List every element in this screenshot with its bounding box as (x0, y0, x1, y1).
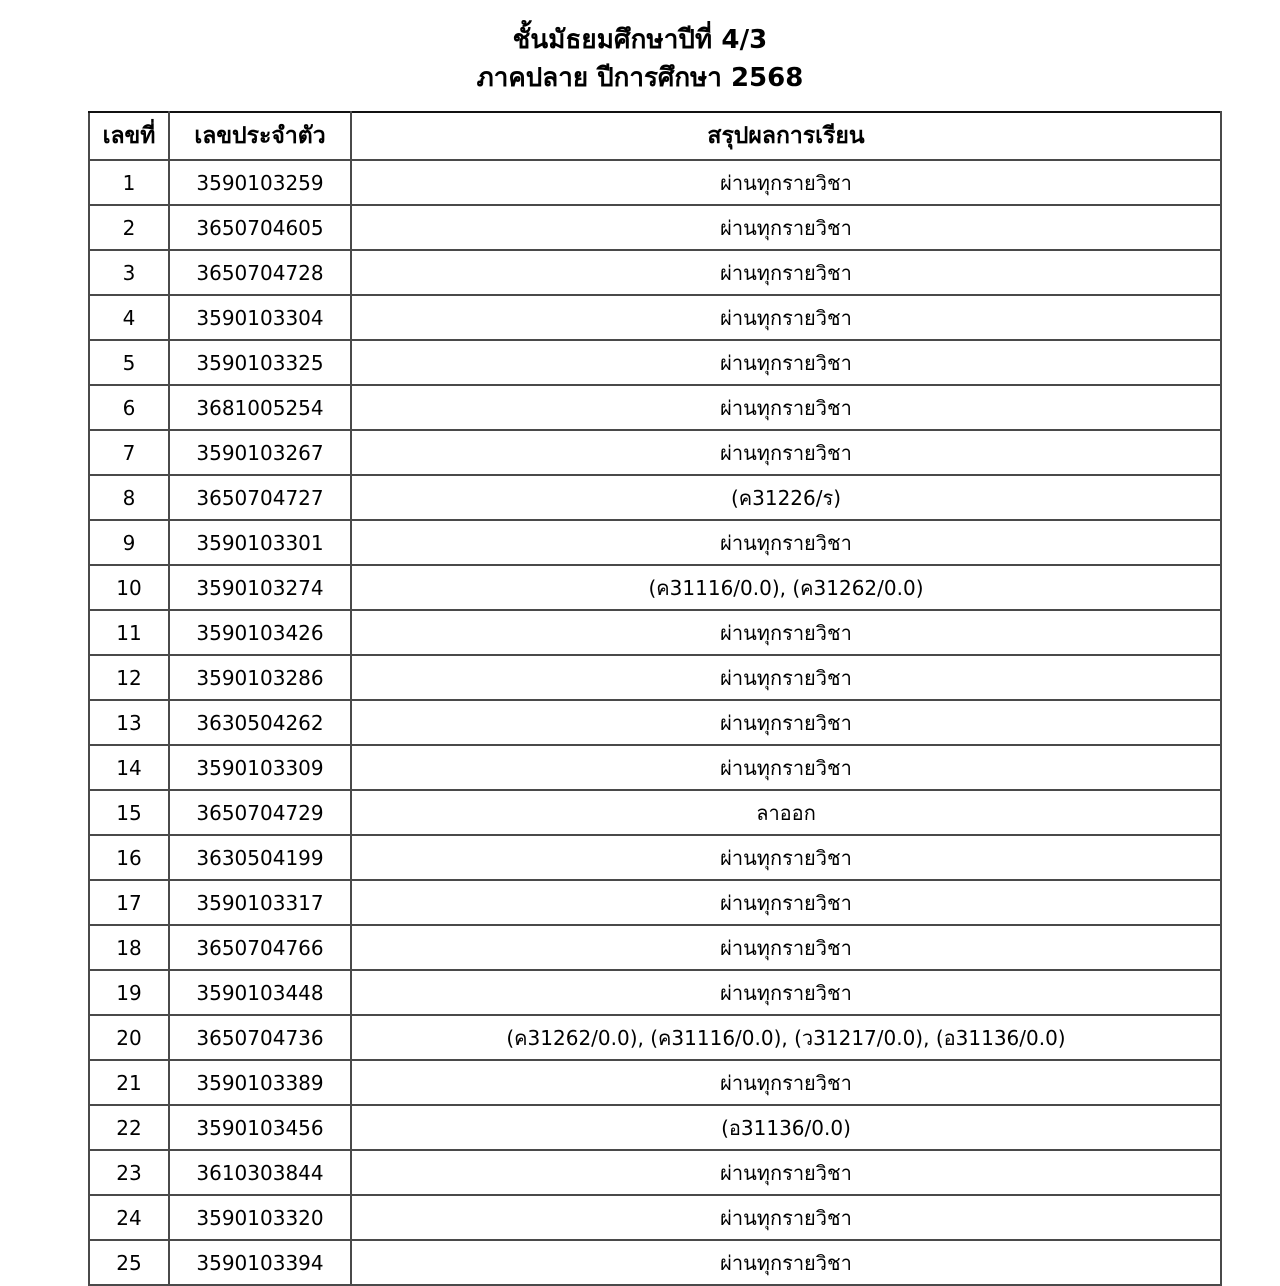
cell-no: 11 (89, 610, 169, 655)
results-table (88, 111, 1222, 1286)
document-title-block (0, 0, 1280, 97)
cell-result: ผ่านทุกรายวิชา (351, 430, 1221, 475)
cell-result: ลาออก (351, 790, 1221, 835)
cell-no: 1 (89, 160, 169, 205)
cell-no: 13 (89, 700, 169, 745)
cell-result: ผ่านทุกรายวิชา (351, 160, 1221, 205)
cell-student-id: 3590103274 (169, 565, 351, 610)
cell-student-id: 3590103267 (169, 430, 351, 475)
cell-student-id: 3590103304 (169, 295, 351, 340)
cell-student-id: 3650704605 (169, 205, 351, 250)
table-row (89, 1105, 1221, 1150)
table-row (89, 205, 1221, 250)
cell-result: ผ่านทุกรายวิชา (351, 295, 1221, 340)
cell-result: ผ่านทุกรายวิชา (351, 520, 1221, 565)
cell-result: ผ่านทุกรายวิชา (351, 610, 1221, 655)
cell-no: 9 (89, 520, 169, 565)
table-row (89, 385, 1221, 430)
table-row (89, 1060, 1221, 1105)
cell-result: ผ่านทุกรายวิชา (351, 205, 1221, 250)
cell-no: 15 (89, 790, 169, 835)
cell-result: ผ่านทุกรายวิชา (351, 700, 1221, 745)
cell-no: 7 (89, 430, 169, 475)
table-row (89, 655, 1221, 700)
cell-student-id: 3590103325 (169, 340, 351, 385)
table-row (89, 520, 1221, 565)
cell-student-id: 3650704727 (169, 475, 351, 520)
cell-student-id: 3650704766 (169, 925, 351, 970)
cell-student-id: 3590103259 (169, 160, 351, 205)
table-row (89, 340, 1221, 385)
cell-student-id: 3590103456 (169, 1105, 351, 1150)
results-table-wrapper (0, 111, 1280, 1286)
table-header-row (89, 112, 1221, 160)
table-row (89, 1015, 1221, 1060)
table-row (89, 1195, 1221, 1240)
cell-no: 5 (89, 340, 169, 385)
table-row (89, 700, 1221, 745)
cell-student-id: 3590103301 (169, 520, 351, 565)
cell-no: 23 (89, 1150, 169, 1195)
cell-result: ผ่านทุกรายวิชา (351, 745, 1221, 790)
table-row (89, 250, 1221, 295)
column-header-no: เลขที่ (89, 112, 169, 160)
cell-result: ผ่านทุกรายวิชา (351, 925, 1221, 970)
page-title-term: ภาคปลาย ปีการศึกษา 2568 (476, 62, 804, 93)
cell-student-id: 3630504199 (169, 835, 351, 880)
cell-result: ผ่านทุกรายวิชา (351, 1195, 1221, 1240)
cell-result: ผ่านทุกรายวิชา (351, 1240, 1221, 1285)
cell-no: 17 (89, 880, 169, 925)
cell-result: ผ่านทุกรายวิชา (351, 250, 1221, 295)
cell-result: ผ่านทุกรายวิชา (351, 1150, 1221, 1195)
cell-student-id: 3650704729 (169, 790, 351, 835)
cell-result: ผ่านทุกรายวิชา (351, 880, 1221, 925)
cell-result: (อ31136/0.0) (351, 1105, 1221, 1150)
cell-result: (ค31116/0.0), (ค31262/0.0) (351, 565, 1221, 610)
table-row (89, 1240, 1221, 1285)
cell-no: 25 (89, 1240, 169, 1285)
cell-result: (ค31226/ร) (351, 475, 1221, 520)
cell-student-id: 3590103426 (169, 610, 351, 655)
table-row (89, 160, 1221, 205)
cell-no: 20 (89, 1015, 169, 1060)
cell-student-id: 3630504262 (169, 700, 351, 745)
cell-no: 18 (89, 925, 169, 970)
table-row (89, 295, 1221, 340)
table-header (89, 112, 1221, 160)
table-body (89, 160, 1221, 1285)
cell-student-id: 3650704728 (169, 250, 351, 295)
cell-no: 10 (89, 565, 169, 610)
cell-no: 3 (89, 250, 169, 295)
table-row (89, 790, 1221, 835)
cell-no: 6 (89, 385, 169, 430)
cell-result: ผ่านทุกรายวิชา (351, 655, 1221, 700)
column-header-student-id: เลขประจำตัว (169, 112, 351, 160)
table-row (89, 610, 1221, 655)
cell-student-id: 3650704736 (169, 1015, 351, 1060)
cell-no: 14 (89, 745, 169, 790)
cell-student-id: 3590103448 (169, 970, 351, 1015)
table-row (89, 745, 1221, 790)
cell-no: 16 (89, 835, 169, 880)
table-row (89, 475, 1221, 520)
cell-student-id: 3590103320 (169, 1195, 351, 1240)
cell-student-id: 3590103317 (169, 880, 351, 925)
cell-result: ผ่านทุกรายวิชา (351, 385, 1221, 430)
table-row (89, 430, 1221, 475)
cell-no: 19 (89, 970, 169, 1015)
table-row (89, 1150, 1221, 1195)
cell-student-id: 3610303844 (169, 1150, 351, 1195)
cell-no: 21 (89, 1060, 169, 1105)
column-header-result: สรุปผลการเรียน (351, 112, 1221, 160)
cell-result: (ค31262/0.0), (ค31116/0.0), (ว31217/0.0), (อ31136/0.0) (351, 1015, 1221, 1060)
cell-no: 2 (89, 205, 169, 250)
table-row (89, 565, 1221, 610)
cell-result: ผ่านทุกรายวิชา (351, 1060, 1221, 1105)
cell-no: 22 (89, 1105, 169, 1150)
table-row (89, 970, 1221, 1015)
cell-result: ผ่านทุกรายวิชา (351, 340, 1221, 385)
cell-student-id: 3590103309 (169, 745, 351, 790)
cell-student-id: 3590103394 (169, 1240, 351, 1285)
cell-no: 8 (89, 475, 169, 520)
table-row (89, 880, 1221, 925)
cell-student-id: 3681005254 (169, 385, 351, 430)
cell-no: 4 (89, 295, 169, 340)
cell-result: ผ่านทุกรายวิชา (351, 835, 1221, 880)
cell-student-id: 3590103286 (169, 655, 351, 700)
cell-no: 24 (89, 1195, 169, 1240)
cell-no: 12 (89, 655, 169, 700)
cell-result: ผ่านทุกรายวิชา (351, 970, 1221, 1015)
page-title-class: ชั้นมัธยมศึกษาปีที่ 4/3 (512, 25, 768, 55)
cell-student-id: 3590103389 (169, 1060, 351, 1105)
table-row (89, 925, 1221, 970)
table-row (89, 835, 1221, 880)
